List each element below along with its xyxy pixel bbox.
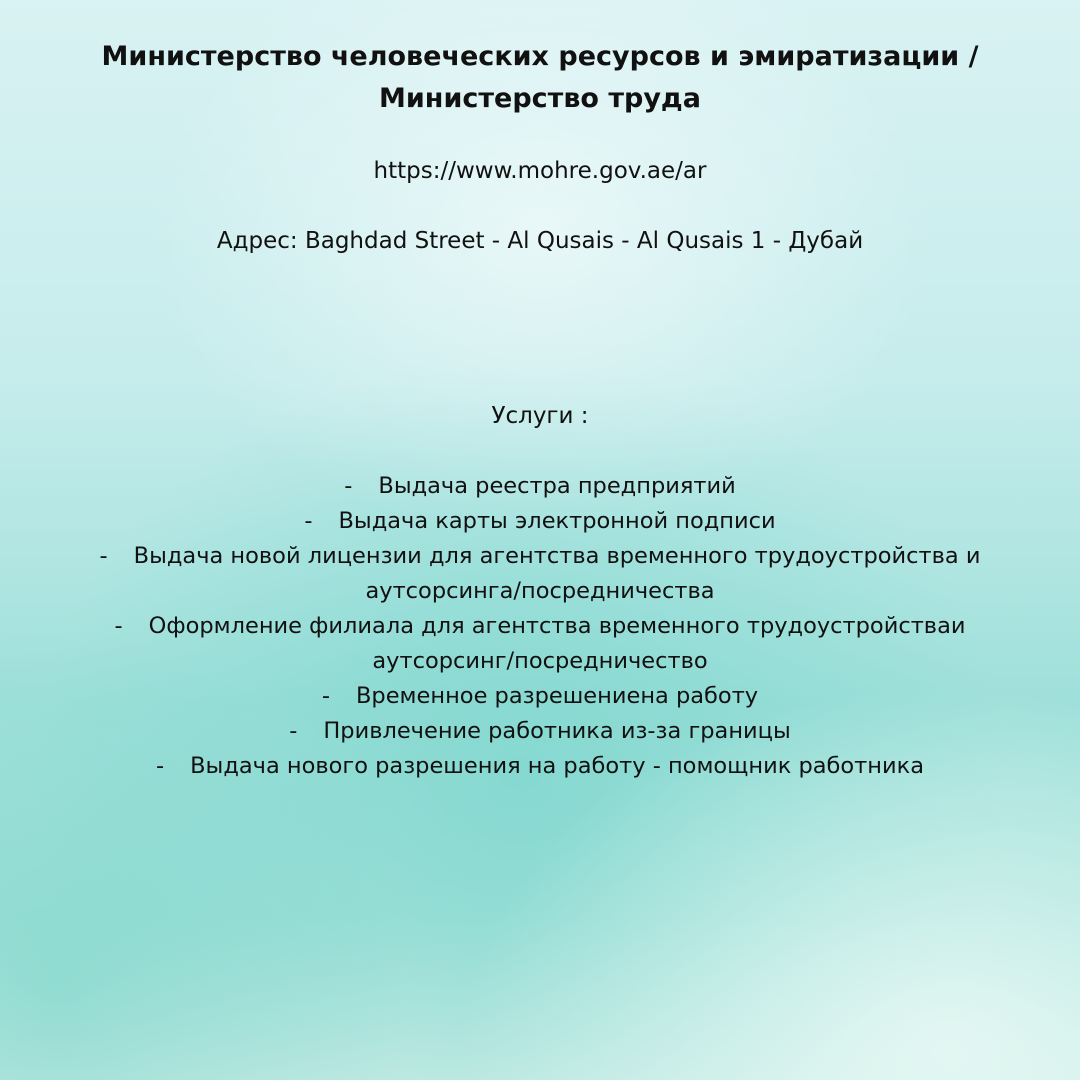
list-item	[60, 679, 1020, 714]
bullet-dash: -	[114, 613, 123, 639]
service-label: Выдача карты электронной подписи	[338, 508, 776, 534]
list-item	[60, 714, 1020, 749]
bullet-dash: -	[156, 753, 165, 779]
list-item	[60, 749, 1020, 784]
service-label: Временное разрешениена работу	[356, 683, 759, 709]
bullet-dash: -	[344, 473, 353, 499]
bullet-dash: -	[289, 718, 298, 744]
list-item	[60, 539, 1020, 609]
bullet-dash: -	[304, 508, 313, 534]
address-text: Адрес: Baghdad Street - Al Qusais - Al Qusais 1 - Дубай	[216, 228, 864, 254]
service-label: Оформление филиала для агентства временного трудоустройстваи аутсорсинг/посредничество	[148, 613, 966, 674]
services-heading: Услуги :	[491, 403, 589, 429]
services-list	[60, 469, 1020, 784]
service-label: Выдача реестра предприятий	[378, 473, 736, 499]
service-label: Привлечение работника из-за границы	[323, 718, 791, 744]
list-item	[60, 609, 1020, 679]
service-label: Выдача нового разрешения на работу - помощник работника	[190, 753, 924, 779]
list-item	[60, 504, 1020, 539]
list-item	[60, 469, 1020, 504]
service-label: Выдача новой лицензии для агентства временного трудоустройства и аутсорсинга/посредничества	[133, 543, 981, 604]
website-url: https://www.mohre.gov.ae/ar	[373, 158, 707, 184]
bullet-dash: -	[99, 543, 108, 569]
page-title: Министерство человеческих ресурсов и эмиратизации / Министерство труда	[101, 41, 979, 114]
bullet-dash: -	[321, 683, 330, 709]
